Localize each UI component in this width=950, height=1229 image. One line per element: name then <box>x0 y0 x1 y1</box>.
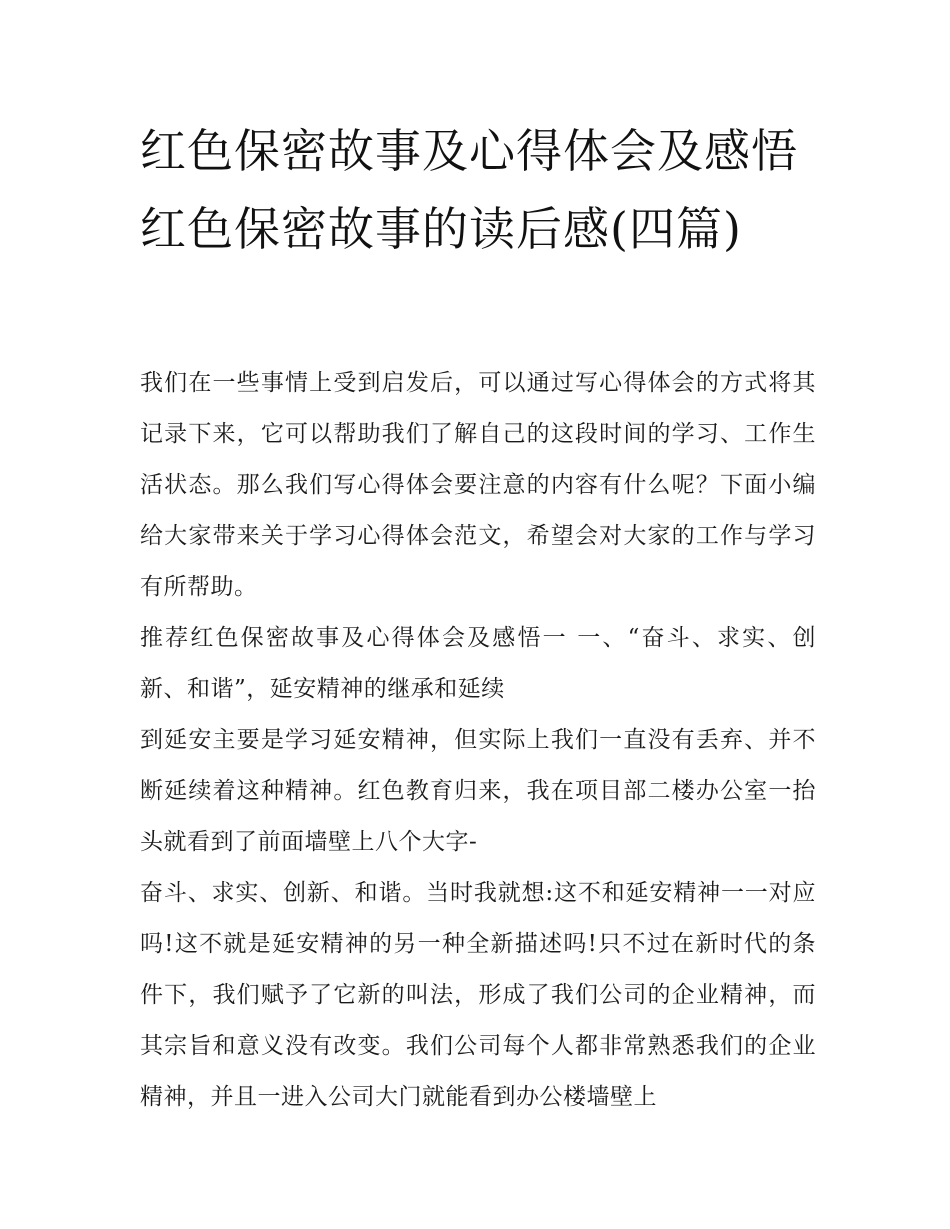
paragraph-body-2: 奋斗、求实、创新、和谐。当时我就想:这不和延安精神一一对应吗!这不就是延安精神的另一种全新描述吗!只不过在新时代的条件下，我们赋予了它新的叫法，形成了我们公司的企业精神，而其宗旨和意义没有改变。我们公司每个人都非常熟悉我们的企业精神，并且一进入公司大门就能看到办公楼墙壁上 <box>140 880 816 1110</box>
paragraph-section-heading: 推荐红色保密故事及心得体会及感悟一 一、“奋斗、求实、创新、和谐”，延安精神的继承和延续 <box>140 625 816 702</box>
paragraph-intro: 我们在一些事情上受到启发后，可以通过写心得体会的方式将其记录下来，它可以帮助我们了解自己的这段时间的学习、工作生活状态。那么我们写心得体会要注意的内容有什么呢？下面小编给大家带来关于学习心得体会范文，希望会对大家的工作与学习有所帮助。 <box>140 370 816 600</box>
document-title: 红色保密故事及心得体会及感悟 红色保密故事的读后感(四篇) <box>140 124 798 256</box>
paragraph-body-1: 到延安主要是学习延安精神，但实际上我们一直没有丢弃、并不断延续着这种精神。红色教育归来，我在项目部二楼办公室一抬头就看到了前面墙壁上八个大字- <box>140 727 816 855</box>
document-body <box>140 358 816 1123</box>
